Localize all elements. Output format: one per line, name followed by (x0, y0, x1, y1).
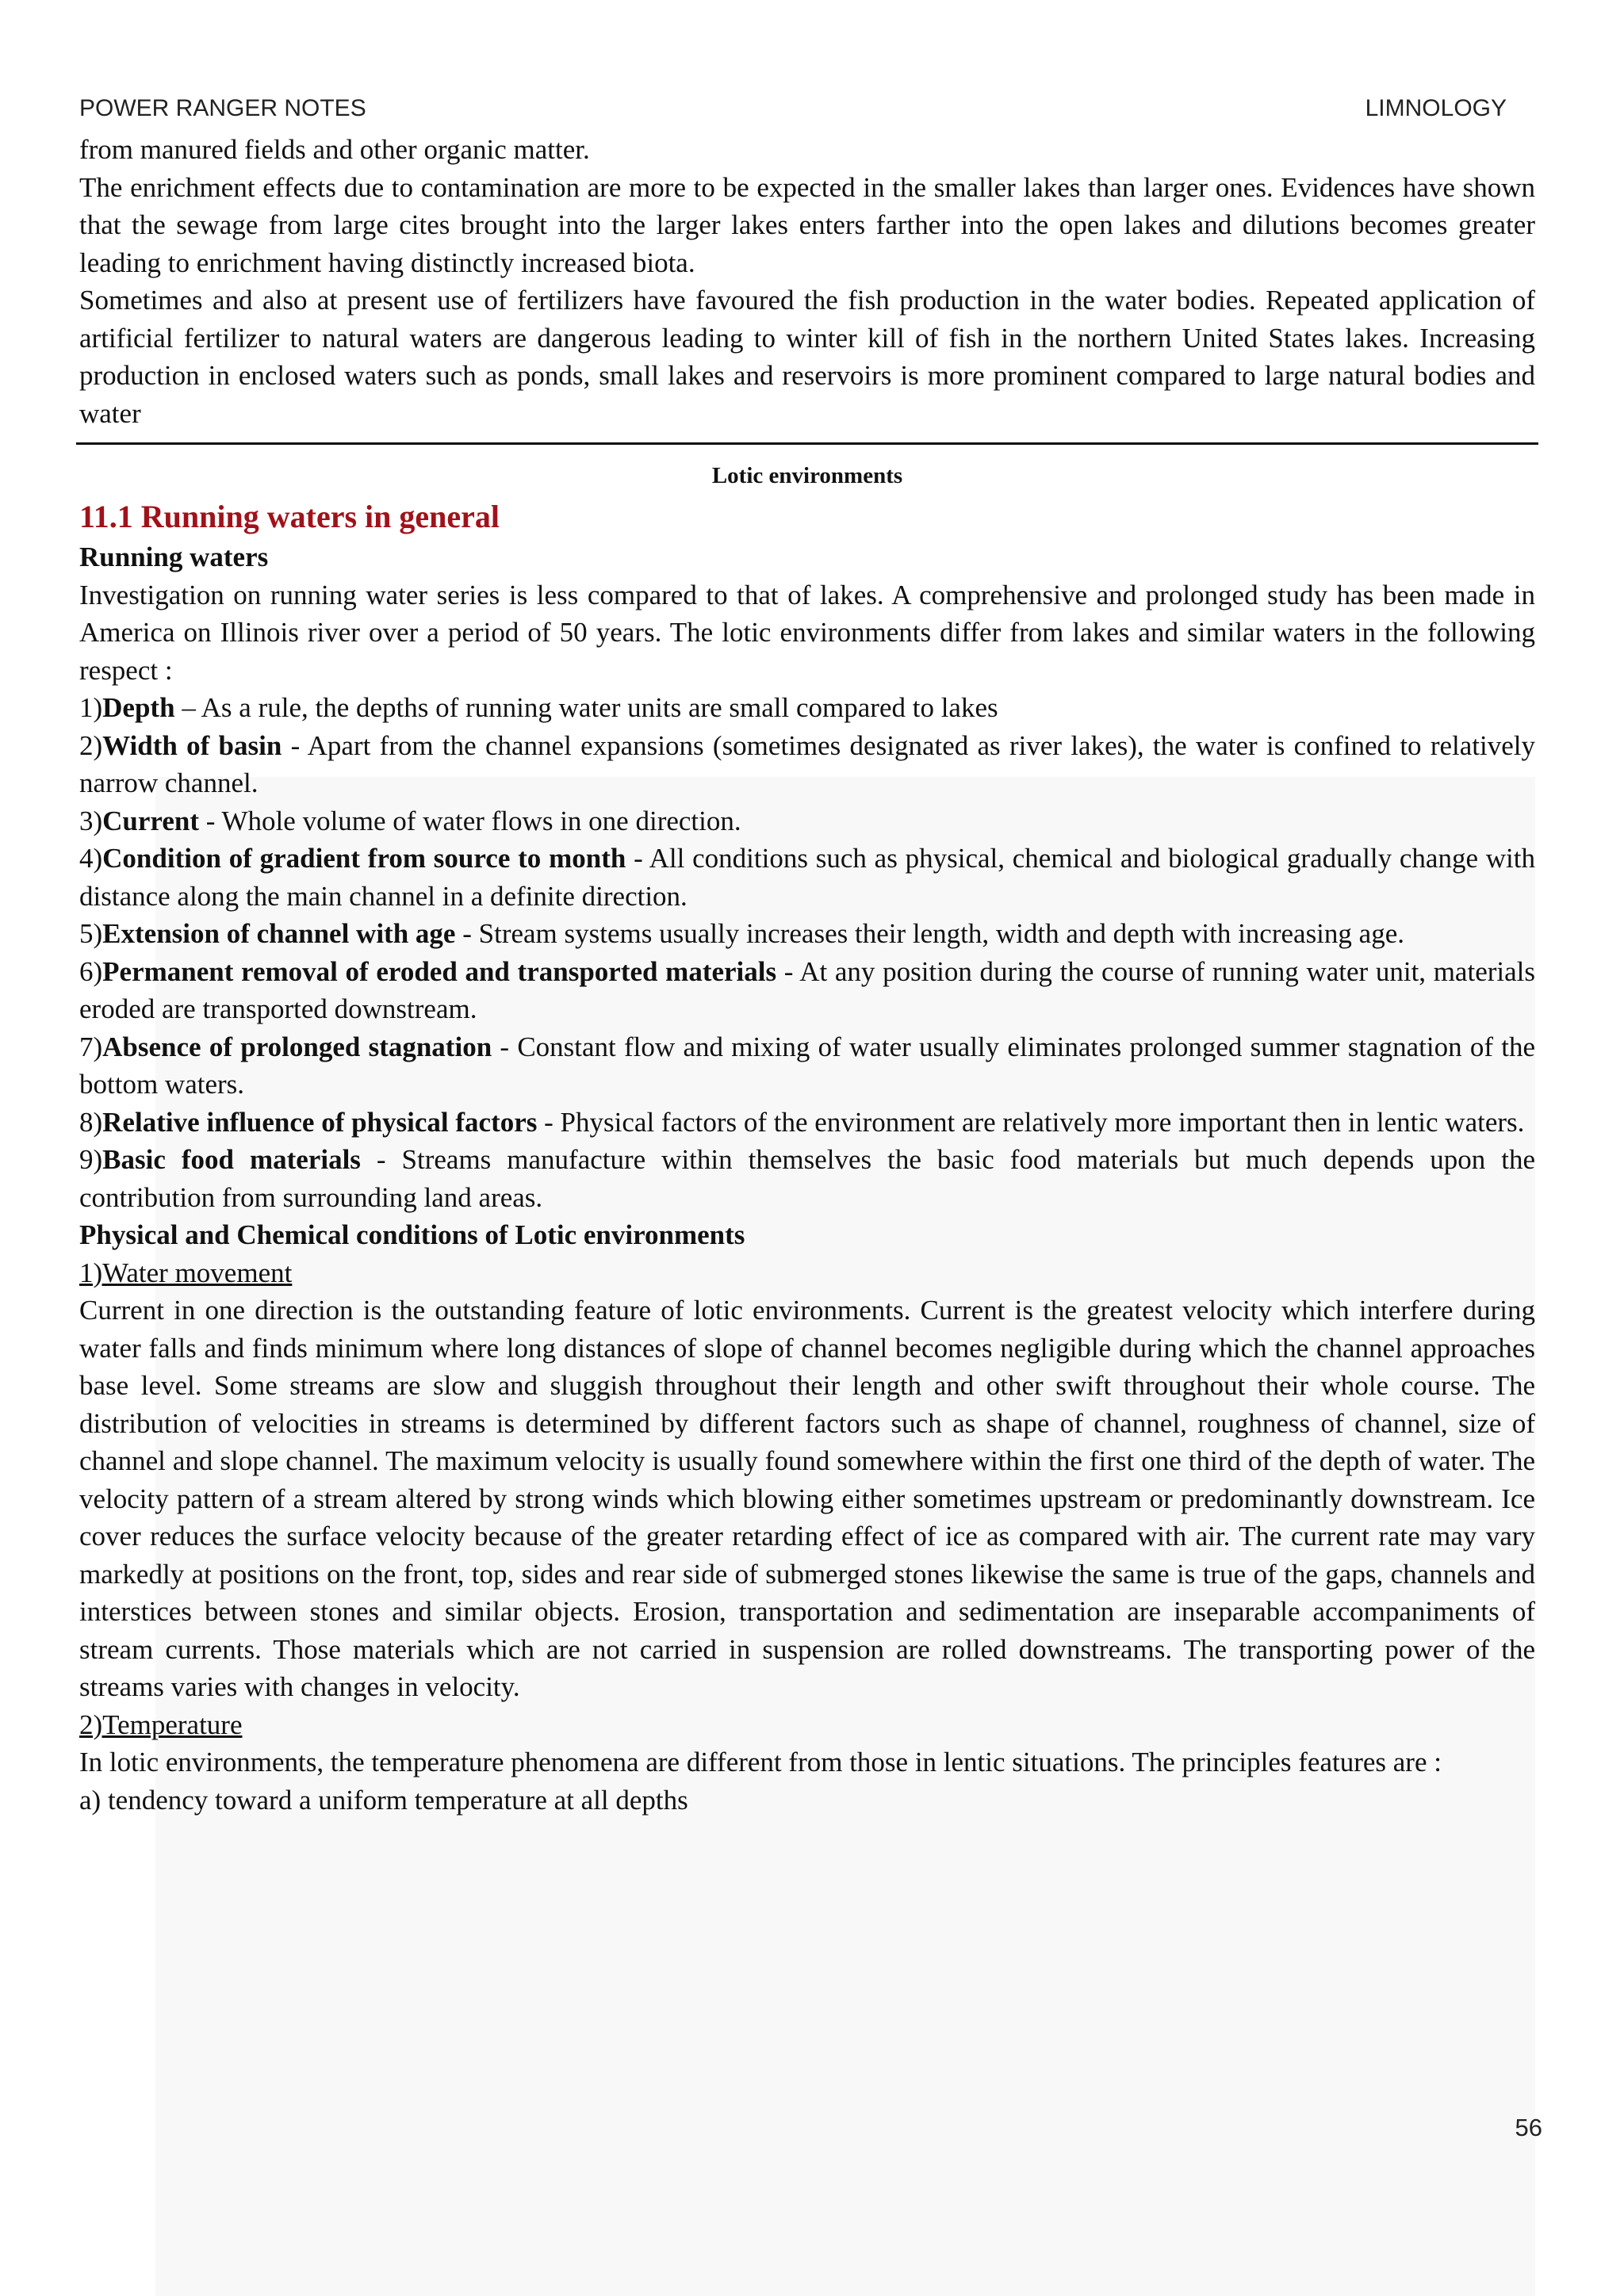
list-item (79, 689, 1535, 727)
item-term: Extension of channel with age (102, 918, 456, 949)
water-movement-heading: 1)Water movement (79, 1257, 293, 1288)
item-text: - All conditions such as physical, chemical and biological gradually change with distance along the main channel in a definite direction. (79, 843, 1535, 912)
item-term: Condition of gradient from source to month (102, 843, 626, 874)
item-number: 7) (79, 1031, 103, 1062)
horizontal-rule (76, 442, 1538, 445)
list-item (79, 1028, 1535, 1104)
item-text: - Physical factors of the environment are relatively more important then in lentic waters. (537, 1106, 1525, 1138)
chapter-title: Lotic environments (711, 463, 903, 488)
item-text: - Streams manufacture within themselves the basic food materials but much depends upon the contribution from surrounding land areas. (79, 1144, 1535, 1213)
item-term: Basic food materials (102, 1144, 361, 1175)
running-header-right: LIMNOLOGY (1365, 95, 1507, 121)
water-movement-paragraph: Current in one direction is the outstanding feature of lotic environments. Current is the greatest velocity which interfere during water falls and finds minimum where long distances of slope of channel becomes negligible during which the channel approaches base level. Some streams are slow and sluggish throughout their length and other swift throughout their whole course. The distribution of velocities in streams is determined by different factors such as shape of channel, roughness of channel, size of channel and slope channel. The maximum velocity is usually found somewhere within the first one third of the depth of water. The velocity pattern of a stream altered by strong winds which blowing either sometimes upstream or predominantly downstream. Ice cover reduces the surface velocity because of the greater retarding effect of ice as compared with air. The current rate may vary markedly at positions on the front, top, sides and rear side of submerged stones likewise the same is true of the gaps, channels and interstices between stones and similar objects. Erosion, transportation and sedimentation are inseparable accompaniments of stream currents. Those materials which are not carried in suspension are rolled downstreams. The transporting power of the streams varies with changes in velocity. (79, 1295, 1535, 1702)
page-content (79, 131, 1535, 1819)
intro-paragraph-2: The enrichment effects due to contamination are more to be expected in the smaller lakes than larger ones. Evidences have shown that the sewage from large cites brought into the larger lakes enters farther into the open lakes and dilutions becomes greater leading to enrichment having distinctly increased biota. (79, 171, 1535, 278)
item-text: - Stream systems usually increases their length, width and depth with increasing age. (455, 918, 1404, 949)
section-title: 11.1 Running waters in general (79, 499, 500, 534)
subheading-running-waters: Running waters (79, 541, 269, 572)
item-number: 3) (79, 805, 103, 836)
temperature-paragraph: In lotic environments, the temperature phenomena are different from those in lentic situations. The principles features are : (79, 1747, 1442, 1777)
item-number: 5) (79, 918, 103, 949)
investigation-paragraph: Investigation on running water series is less compared to that of lakes. A comprehensive and prolonged study has been made in America on Illinois river over a period of 50 years. The lotic environments differ from lakes and similar waters in the following respect : (79, 579, 1535, 686)
list-item (79, 727, 1535, 802)
intro-paragraph-3: Sometimes and also at present use of fertilizers have favoured the fish production in the water bodies. Repeated application of artificial fertilizer to natural waters are dangerous leading to winter kill of fish in the northern United States lakes. Increasing production in enclosed waters such as ponds, small lakes and reservoirs is more prominent compared to large natural bodies and water (79, 285, 1535, 429)
list-item (79, 1104, 1535, 1142)
item-text: – As a rule, the depths of running water units are small compared to lakes (174, 692, 998, 723)
item-term: Width of basin (102, 729, 282, 761)
list-item (79, 840, 1535, 915)
item-text: - Constant flow and mixing of water usually eliminates prolonged summer stagnation of the bottom waters. (79, 1031, 1535, 1100)
item-number: 1) (79, 692, 103, 723)
running-header-left: POWER RANGER NOTES (79, 95, 366, 121)
item-text: - Apart from the channel expansions (sometimes designated as river lakes), the water is confined to relatively narrow channel. (79, 729, 1536, 798)
item-number: 8) (79, 1106, 103, 1138)
item-number: 2) (79, 729, 103, 761)
item-term: Permanent removal of eroded and transported materials (102, 955, 777, 987)
list-item (79, 802, 1535, 840)
temperature-heading: 2)Temperature (79, 1709, 243, 1740)
temperature-item-a: a) tendency toward a uniform temperature at all depths (79, 1784, 688, 1816)
intro-paragraph-1: from manured fields and other organic matter. (79, 134, 590, 165)
item-term: Relative influence of physical factors (102, 1106, 538, 1138)
page-number: 56 (1515, 2114, 1542, 2141)
conditions-heading: Physical and Chemical conditions of Lotic environments (79, 1219, 745, 1250)
item-term: Absence of prolonged stagnation (102, 1031, 492, 1062)
item-term: Depth (102, 692, 175, 723)
list-item (79, 1141, 1535, 1216)
item-term: Current (102, 805, 199, 836)
item-number: 6) (79, 955, 103, 987)
item-number: 9) (79, 1144, 103, 1175)
item-number: 4) (79, 843, 103, 874)
list-item (79, 915, 1535, 953)
item-text: - Whole volume of water flows in one direction. (199, 805, 741, 836)
item-text: - At any position during the course of running water unit, materials eroded are transported downstream. (79, 955, 1535, 1024)
list-item (79, 953, 1535, 1028)
